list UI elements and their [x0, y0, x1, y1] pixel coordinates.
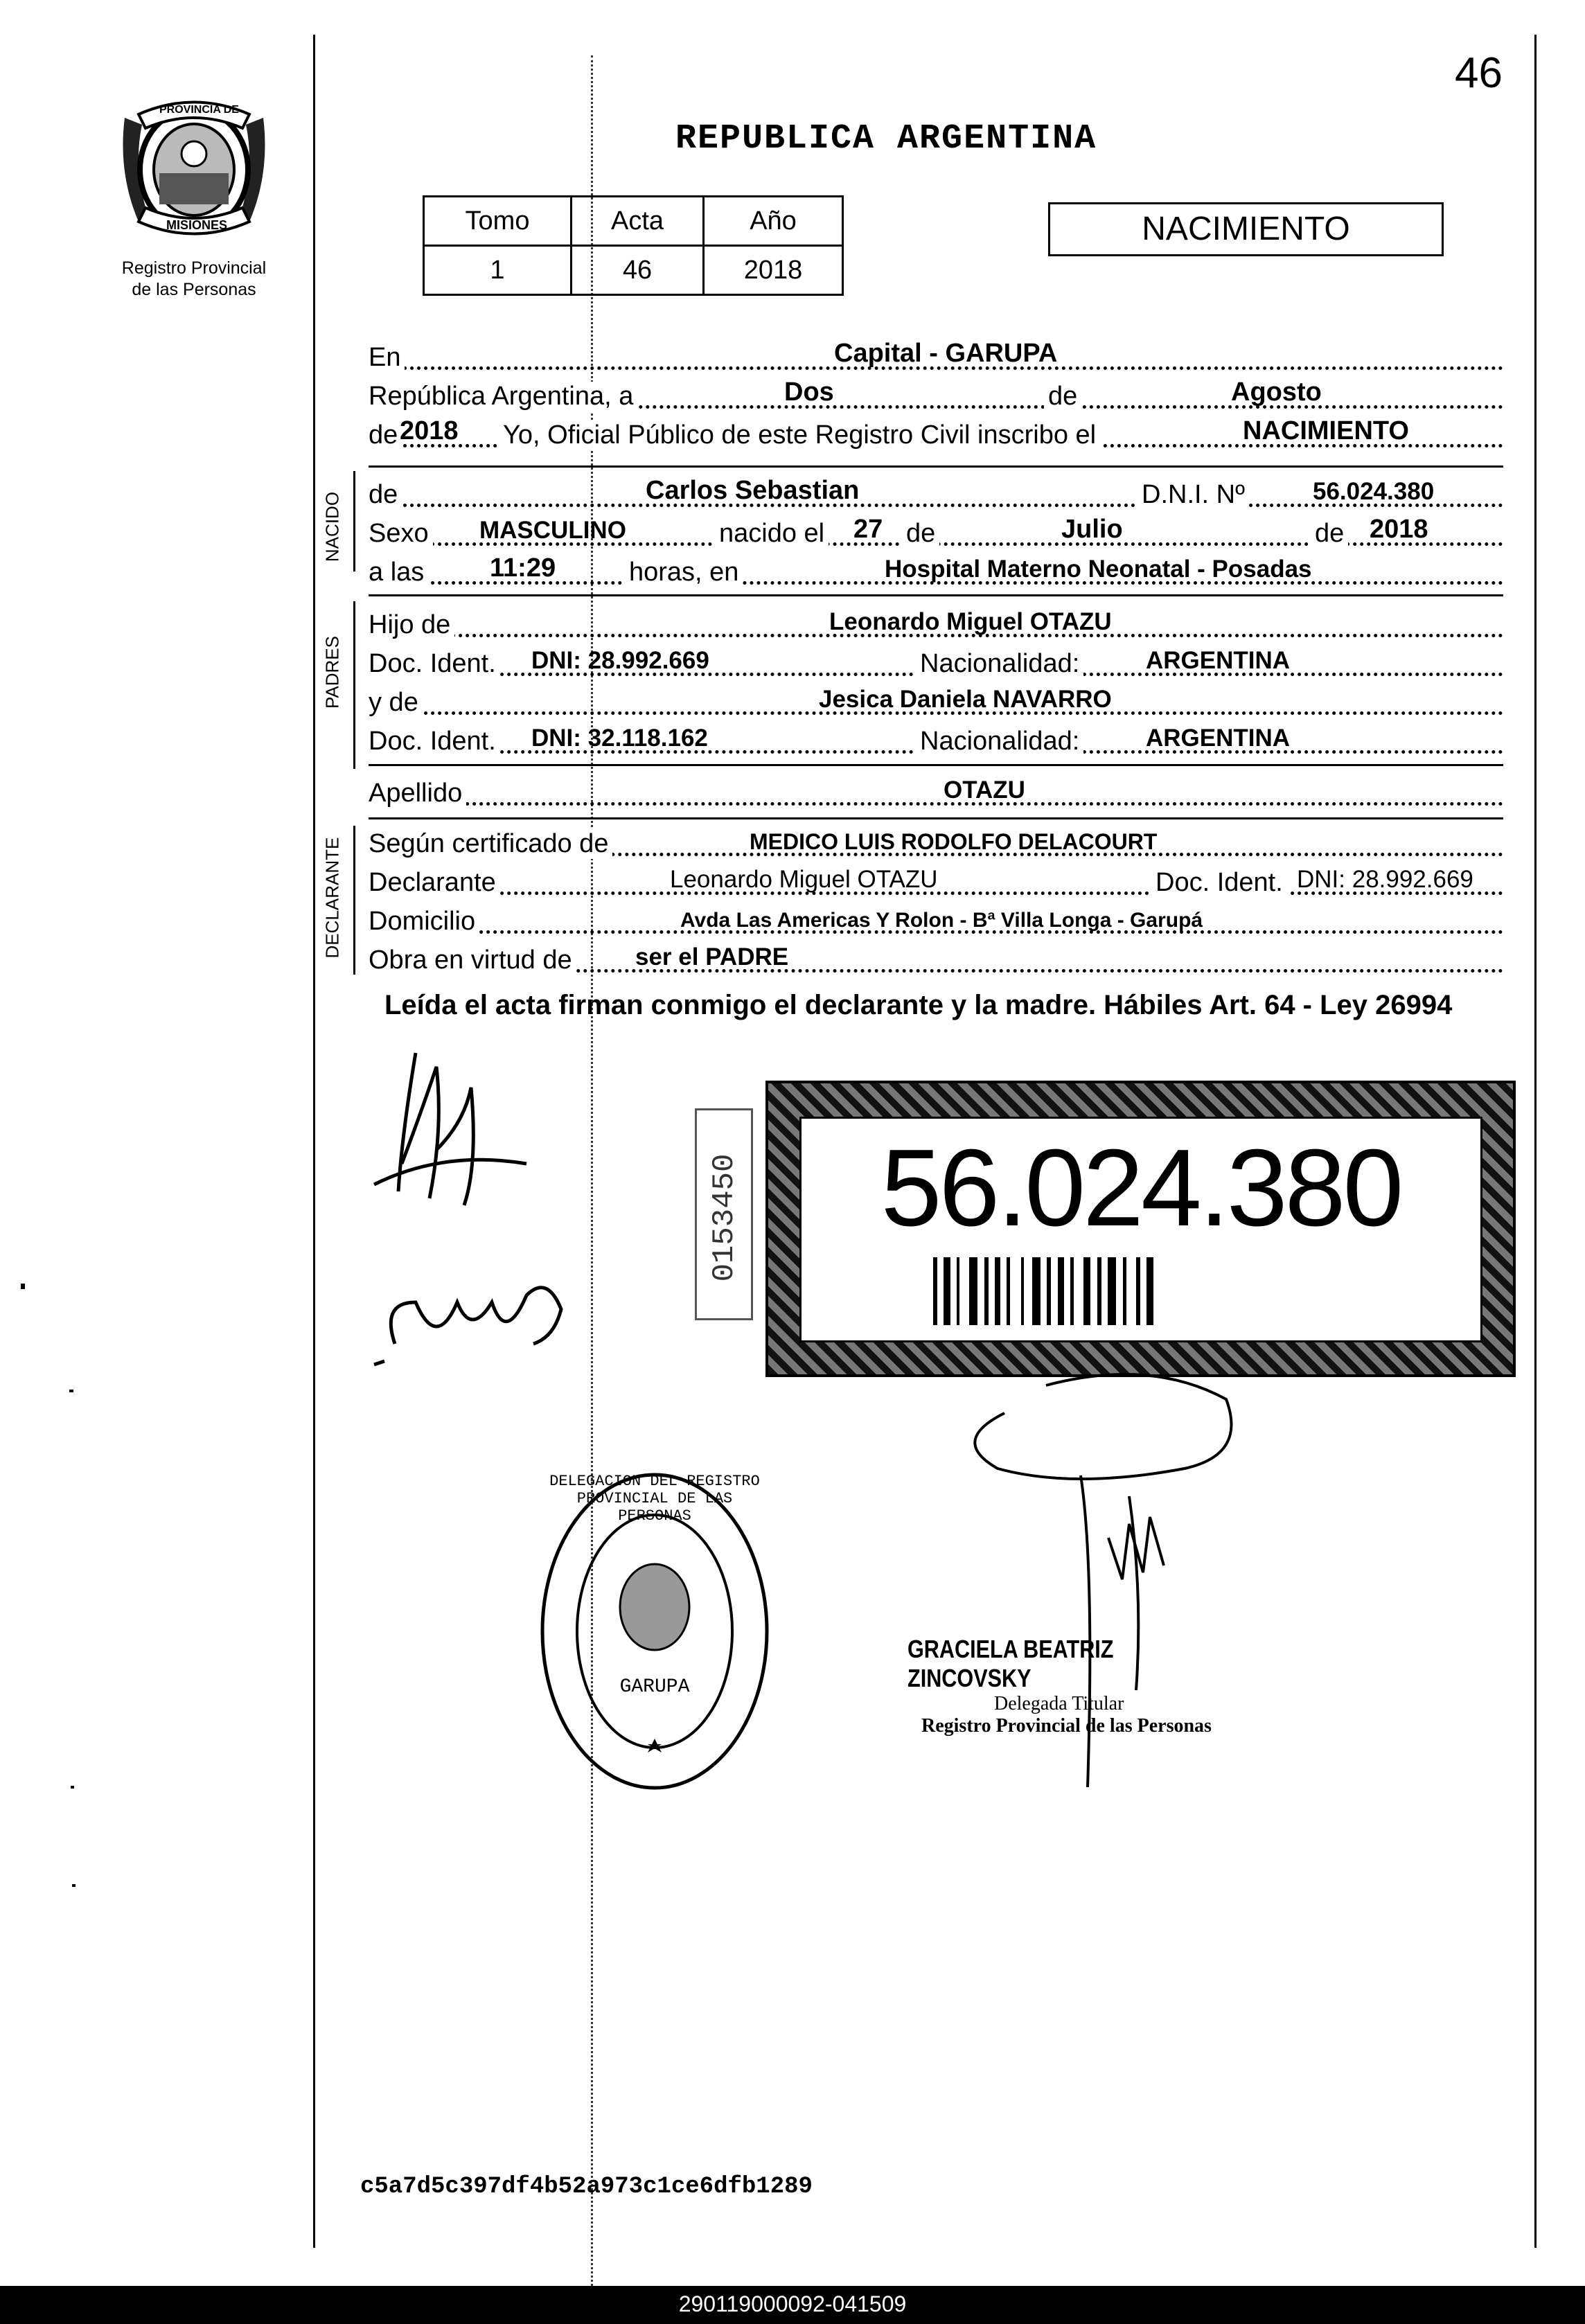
- mother-nat-label: Nacionalidad:: [916, 727, 1083, 756]
- barcode-bar: [1032, 1257, 1041, 1325]
- logo-text-top: PROVINCIA DE: [159, 104, 239, 116]
- row-certificado: [369, 824, 1503, 863]
- obra-label: Obra en virtud de: [369, 946, 576, 975]
- mother-signature: [367, 1261, 582, 1378]
- act-type-box: NACIMIENTO: [1048, 202, 1444, 256]
- barcode-bar: [1070, 1257, 1074, 1325]
- row-hijo-de: [369, 605, 1503, 644]
- closing-text: Leída el acta firman conmigo el declarante y la madre. Hábiles Art. 64 - Ley 26994: [384, 990, 1453, 1020]
- dom-value: Avda Las Americas Y Rolon - Bª Villa Longa - Garupá: [680, 909, 1203, 932]
- section-divider: [369, 764, 1503, 766]
- dni-sticker: [765, 1081, 1516, 1377]
- officer-text: Yo, Oficial Público de este Registro Civil inscribo el: [499, 420, 1100, 450]
- apellido-label: Apellido: [369, 779, 466, 808]
- row-father-doc: [369, 644, 1503, 683]
- hijo-de-label: Hijo de: [369, 610, 454, 640]
- anio-value: 2018: [704, 246, 843, 295]
- padres-label: PADRES: [321, 636, 343, 709]
- y-de-label: y de: [369, 688, 423, 718]
- obra-value: ser el PADRE: [635, 943, 789, 970]
- anio-header: Año: [704, 197, 843, 246]
- row-year: [369, 416, 1503, 454]
- seal-center-text: GARUPA: [619, 1676, 690, 1698]
- barcode-bar: [984, 1257, 989, 1325]
- row-apellido: [369, 774, 1503, 813]
- row-y-de: [369, 683, 1503, 722]
- de-label: de: [1044, 382, 1081, 411]
- registry-line1: Registro Provincial: [121, 258, 267, 278]
- document-hash: c5a7d5c397df4b52a973c1ce6dfb1289: [360, 2174, 813, 2200]
- republica-label: República Argentina, a: [369, 382, 637, 411]
- barcode-bar: [1058, 1257, 1064, 1325]
- mother-doc-label: Doc. Ident.: [369, 727, 500, 756]
- month-value: Agosto: [1231, 378, 1322, 407]
- footer-bar: [0, 2286, 1585, 2324]
- official-office: Registro Provincial de las Personas: [921, 1715, 1212, 1737]
- day-value: Dos: [784, 378, 834, 407]
- acta-value: 46: [572, 246, 704, 295]
- father-nat-label: Nacionalidad:: [916, 649, 1083, 679]
- seal-ring-text: DELEGACION DEL REGISTRO PROVINCIAL DE LAS PERSONAS: [549, 1473, 760, 1525]
- barcode-bar: [933, 1257, 937, 1325]
- row-mother-doc: [369, 722, 1503, 761]
- decl-label: Declarante: [369, 868, 500, 898]
- barcode-bar: [1123, 1257, 1126, 1325]
- birth-year: 2018: [1370, 515, 1428, 544]
- section-divider: [369, 594, 1503, 596]
- row-obra: [369, 941, 1503, 979]
- decl-doc-label: Doc. Ident.: [1151, 868, 1287, 898]
- sticker-number: 56.024.380: [880, 1127, 1401, 1249]
- registry-line2: de las Personas: [132, 280, 256, 299]
- row-hora: [369, 553, 1503, 592]
- tomo-value: 1: [424, 246, 572, 295]
- mother-name: Jesica Daniela NAVARRO: [819, 686, 1112, 713]
- province-logo: [111, 90, 277, 249]
- mother-nat: ARGENTINA: [1146, 725, 1291, 752]
- birth-place: Hospital Materno Neonatal - Posadas: [885, 556, 1312, 583]
- sticker-inner: [799, 1117, 1482, 1342]
- a-las-label: a las: [369, 558, 428, 587]
- child-dni: 56.024.380: [1313, 478, 1435, 505]
- document-id: 290119000092-041509: [678, 2291, 907, 2316]
- speck: [21, 1284, 25, 1289]
- registry-caption: [90, 258, 298, 301]
- barcode-bar: [1007, 1257, 1010, 1325]
- barcode-bar: [1047, 1257, 1051, 1325]
- father-name: Leonardo Miguel OTAZU: [829, 608, 1112, 635]
- row-republica: [369, 377, 1503, 416]
- page-number: 46: [1455, 49, 1503, 97]
- sticker-barcode: [933, 1257, 1349, 1325]
- logo-text-bottom: MISIONES: [166, 218, 228, 232]
- de-year-label: de: [369, 420, 402, 450]
- speck: [72, 1884, 76, 1887]
- book-table: [423, 195, 844, 296]
- father-signature: [360, 1025, 540, 1233]
- barcode-bar: [1021, 1257, 1024, 1325]
- cert-value: MEDICO LUIS RODOLFO DELACOURT: [750, 829, 1158, 854]
- speck: [71, 1786, 74, 1789]
- mother-doc: DNI: 32.118.162: [531, 725, 708, 752]
- nacido-el-label: nacido el: [715, 519, 829, 549]
- barcode-bar: [1083, 1257, 1090, 1325]
- row-nacido-name: [369, 475, 1503, 514]
- child-name: Carlos Sebastian: [646, 476, 860, 505]
- dni-label: D.N.I. Nº: [1137, 480, 1249, 510]
- official-stamp: [907, 1635, 1295, 1737]
- decl-value: Leonardo Miguel OTAZU: [670, 866, 938, 893]
- de-label-3: de: [1311, 519, 1348, 549]
- birth-month: Julio: [1061, 515, 1123, 544]
- cert-label: Según certificado de: [369, 829, 612, 859]
- year-value: 2018: [400, 416, 459, 445]
- horas-label: horas, en: [625, 558, 743, 587]
- nacido-label: NACIDO: [321, 491, 343, 562]
- row-domicilio: [369, 902, 1503, 941]
- serial-number: 0153450: [707, 1153, 742, 1282]
- place-value: Capital - GARUPA: [834, 339, 1058, 368]
- father-nat: ARGENTINA: [1146, 647, 1291, 674]
- barcode-bar: [1146, 1257, 1153, 1325]
- speck: [69, 1390, 73, 1392]
- row-declarante: [369, 863, 1503, 902]
- row-en: [369, 338, 1503, 377]
- barcode-bar: [1097, 1257, 1101, 1325]
- de-label-2: de: [902, 519, 939, 549]
- birth-time: 11:29: [490, 553, 556, 583]
- section-divider: [369, 465, 1503, 468]
- barcode-bar: [995, 1257, 1000, 1325]
- dom-label: Domicilio: [369, 907, 479, 937]
- page-title: REPUBLICA ARGENTINA: [675, 119, 1097, 159]
- row-sexo: [369, 514, 1503, 553]
- official-seal: [537, 1469, 772, 1794]
- father-doc-label: Doc. Ident.: [369, 649, 500, 679]
- barcode-bar: [969, 1257, 977, 1325]
- acta-header: Acta: [572, 197, 704, 246]
- birth-day: 27: [853, 515, 883, 544]
- act-value: NACIMIENTO: [1243, 416, 1409, 445]
- official-role: Delegada Titular: [994, 1693, 1124, 1714]
- sexo-label: Sexo: [369, 519, 433, 549]
- father-doc: DNI: 28.992.669: [531, 647, 709, 674]
- barcode-bar: [944, 1257, 950, 1325]
- barcode-bar: [1108, 1257, 1116, 1325]
- apellido-value: OTAZU: [944, 777, 1025, 804]
- section-divider: [369, 817, 1503, 819]
- decl-doc: DNI: 28.992.669: [1297, 866, 1473, 893]
- barcode-bar: [1136, 1257, 1140, 1325]
- tomo-header: Tomo: [424, 197, 572, 246]
- sexo-value: MASCULINO: [479, 517, 626, 544]
- left-margin-rule: [313, 35, 315, 2248]
- nacido-de-label: de: [369, 480, 402, 510]
- barcode-bar: [957, 1257, 959, 1325]
- en-label: En: [369, 343, 405, 373]
- declarante-label: DECLARANTE: [321, 837, 343, 959]
- official-name: GRACIELA BEATRIZ ZINCOVSKY: [907, 1635, 1114, 1692]
- right-margin-rule: [1534, 35, 1537, 2248]
- serial-box: [695, 1108, 753, 1320]
